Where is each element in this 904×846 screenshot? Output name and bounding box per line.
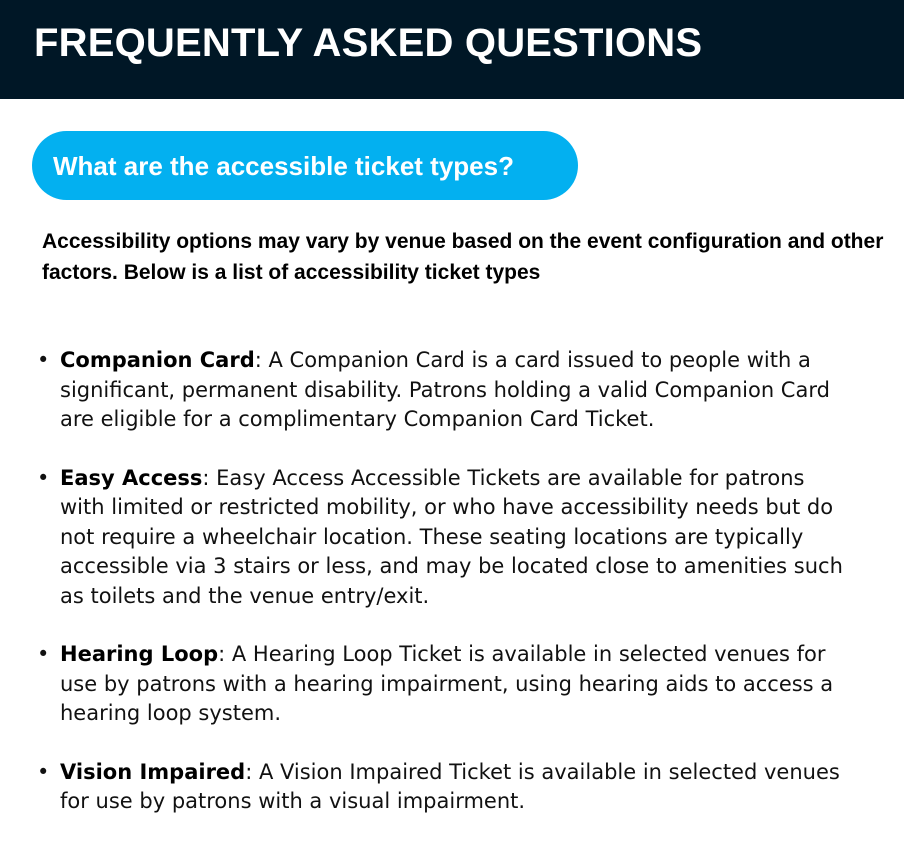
faq-question-label: What are the accessible ticket types? bbox=[53, 151, 514, 181]
ticket-type-description: : A Hearing Loop Ticket is available in selected venues for use by patrons with a hearing impairment, using hearing aids to access a hearing loop system. bbox=[60, 642, 834, 725]
faq-intro-text: Accessibility options may vary by venue based on the event configuration and other factors. Below is a list of accessibility ticket types bbox=[42, 230, 884, 284]
ticket-type-description: : A Vision Impaired Ticket is available in selected venues for use by patrons with a visual impairment. bbox=[60, 759, 840, 813]
bullet-icon: • bbox=[37, 759, 50, 784]
page-header bbox=[0, 0, 904, 99]
bullet-icon: • bbox=[37, 465, 50, 490]
ticket-type-description: : A Companion Card is a card issued to people with a significant, permanent disability. Patrons holding a valid Companion Card are eligible for a complimentary Companion Card Ticket. bbox=[60, 348, 830, 431]
list-item-hearing-loop bbox=[34, 640, 854, 729]
list-item-vision-impaired bbox=[34, 758, 854, 817]
ticket-type-term: Vision Impaired bbox=[60, 759, 246, 784]
faq-question-toggle[interactable] bbox=[32, 131, 578, 200]
bullet-icon: • bbox=[37, 348, 50, 372]
page-title: FREQUENTLY ASKED QUESTIONS bbox=[34, 21, 703, 65]
list-item-companion-card bbox=[34, 346, 854, 435]
bullet-icon: • bbox=[37, 642, 50, 666]
list-item-easy-access bbox=[34, 464, 854, 612]
ticket-types-list bbox=[34, 346, 854, 846]
ticket-type-description: : Easy Access Accessible Tickets are available for patrons with limited or restricted mobility, or who have accessibility needs but do not require a wheelchair location. These seating locations are typically accessible via 3 stairs or less, and may be located close to amenities such as toilets and the venue entry/exit. bbox=[60, 465, 843, 608]
ticket-type-term: Easy Access bbox=[60, 465, 203, 490]
ticket-type-term: Companion Card bbox=[60, 348, 255, 372]
ticket-type-term: Hearing Loop bbox=[60, 642, 219, 666]
